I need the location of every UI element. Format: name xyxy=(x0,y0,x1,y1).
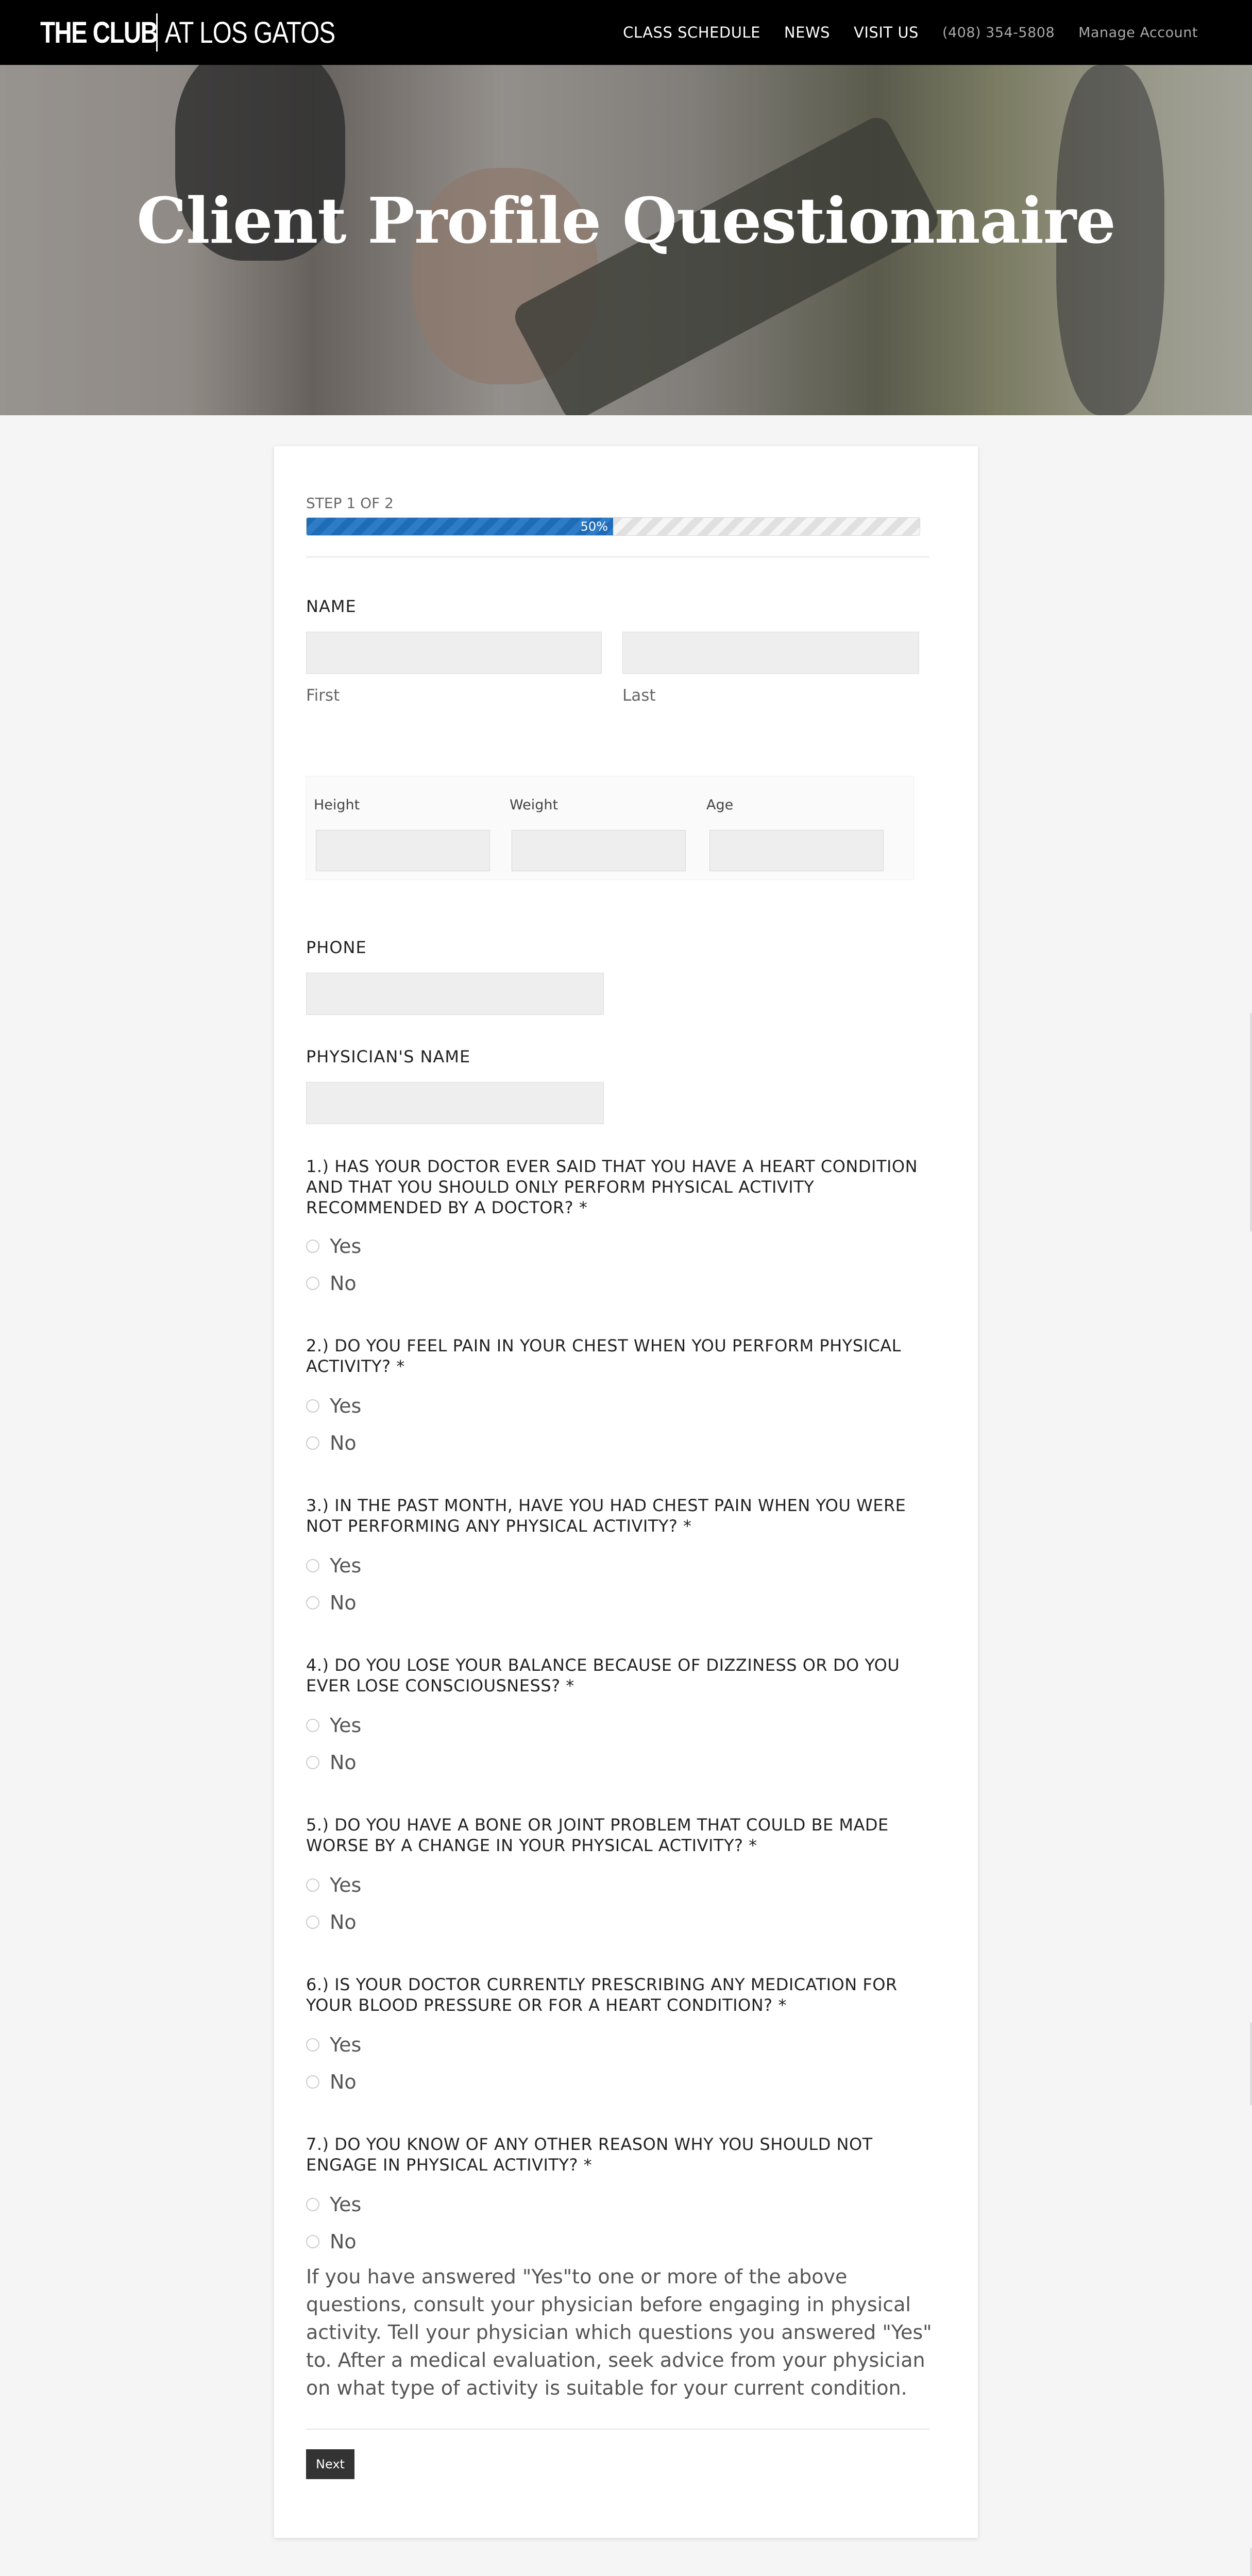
scroll-marker xyxy=(1250,2548,1252,2576)
progress-fill xyxy=(307,518,613,535)
questionnaire-form xyxy=(274,446,978,2538)
option-label: No xyxy=(330,2230,357,2253)
progress-bar xyxy=(306,517,920,536)
physician-label: PHYSICIAN'S NAME xyxy=(306,1047,471,1066)
question-1: 1.) HAS YOUR DOCTOR EVER SAID THAT YOU HAVE A HEART CONDITION AND THAT YOU SHOULD ONLY PERFORM PHYSICAL ACTIVITY RECOMMENDED BY A DOCTOR? * xyxy=(306,1157,918,1217)
option-label: No xyxy=(330,1751,357,1774)
scroll-marker xyxy=(1250,2023,1252,2105)
q2-no-option[interactable] xyxy=(306,1430,357,1456)
nav-visit-us[interactable]: VISIT US xyxy=(854,24,919,41)
option-label: No xyxy=(330,1911,357,1934)
nav-news[interactable]: NEWS xyxy=(784,24,831,41)
radio-button[interactable] xyxy=(306,1399,319,1413)
weight-label: Weight xyxy=(510,797,559,813)
first-label: First xyxy=(306,686,340,705)
nav-class-schedule[interactable]: CLASS SCHEDULE xyxy=(623,24,760,41)
height-label: Height xyxy=(314,797,360,813)
option-label: No xyxy=(330,2071,357,2093)
radio-button[interactable] xyxy=(306,1559,319,1572)
option-label: Yes xyxy=(330,1714,362,1737)
q3-yes-option[interactable] xyxy=(306,1553,361,1579)
question-4: 4.) DO YOU LOSE YOUR BALANCE BECAUSE OF DIZZINESS OR DO YOU EVER LOSE CONSCIOUSNESS? * xyxy=(306,1655,900,1696)
q4-yes-option[interactable] xyxy=(306,1713,361,1738)
progress-text: 50% xyxy=(580,519,608,534)
radio-button[interactable] xyxy=(306,2075,319,2089)
logo-main-text: THE CLUB xyxy=(40,15,158,49)
question-7: 7.) DO YOU KNOW OF ANY OTHER REASON WHY YOU SHOULD NOT ENGAGE IN PHYSICAL ACTIVITY? * xyxy=(306,2134,873,2175)
radio-button[interactable] xyxy=(306,1277,319,1290)
radio-button[interactable] xyxy=(306,1719,319,1732)
divider xyxy=(306,2429,929,2430)
option-label: Yes xyxy=(330,2193,362,2216)
medical-notice: If you have answered "Yes"to one or more of the above questions, consult your physician before engaging in physical activity. Tell your physician which questions you answered "Yes" to. After a medical evaluation, seek advice from your physician on what type of activity is suitable for your current condition. xyxy=(306,2265,932,2399)
radio-button[interactable] xyxy=(306,1436,319,1450)
question-3: 3.) IN THE PAST MONTH, HAVE YOU HAD CHEST PAIN WHEN YOU WERE NOT PERFORMING ANY PHYSICAL ACTIVITY? * xyxy=(306,1496,906,1536)
phone-input[interactable] xyxy=(306,973,604,1015)
step-indicator: STEP 1 OF 2 xyxy=(306,495,394,512)
q7-no-option[interactable] xyxy=(306,2229,357,2255)
radio-button[interactable] xyxy=(306,1916,319,1929)
question-5: 5.) DO YOU HAVE A BONE OR JOINT PROBLEM THAT COULD BE MADE WORSE BY A CHANGE IN YOUR PHYSICAL ACTIVITY? * xyxy=(306,1815,889,1855)
option-label: Yes xyxy=(330,1395,362,1417)
body-metrics-group xyxy=(306,776,914,880)
option-label: Yes xyxy=(330,2033,362,2056)
question-2: 2.) DO YOU FEEL PAIN IN YOUR CHEST WHEN YOU PERFORM PHYSICAL ACTIVITY? * xyxy=(306,1336,901,1376)
q4-no-option[interactable] xyxy=(306,1750,357,1775)
q5-yes-option[interactable] xyxy=(306,1872,361,1898)
option-label: Yes xyxy=(330,1554,362,1577)
radio-button[interactable] xyxy=(306,2198,319,2211)
divider xyxy=(306,556,929,557)
radio-button[interactable] xyxy=(306,2038,319,2052)
option-label: Yes xyxy=(330,1874,362,1896)
page-title: Client Profile Questionnaire xyxy=(137,183,1115,258)
q7-yes-option[interactable] xyxy=(306,2192,361,2217)
radio-button[interactable] xyxy=(306,1240,319,1253)
option-label: Yes xyxy=(330,1235,362,1258)
height-input[interactable] xyxy=(316,830,490,871)
radio-button[interactable] xyxy=(306,2235,319,2248)
name-label: NAME xyxy=(306,597,357,616)
last-name-input[interactable] xyxy=(622,632,919,674)
physician-input[interactable] xyxy=(306,1082,604,1124)
age-label: Age xyxy=(706,797,734,813)
last-label: Last xyxy=(622,686,656,705)
radio-button[interactable] xyxy=(306,1756,319,1769)
q3-no-option[interactable] xyxy=(306,1590,357,1616)
logo-sub-text: AT LOS GATOS xyxy=(165,15,335,49)
scroll-marker xyxy=(1250,1013,1252,1231)
age-input[interactable] xyxy=(709,830,884,871)
site-header xyxy=(0,0,1252,65)
nav-phone[interactable]: (408) 354-5808 xyxy=(942,24,1055,41)
q6-no-option[interactable] xyxy=(306,2069,357,2095)
phone-label: PHONE xyxy=(306,938,367,957)
option-label: No xyxy=(330,1591,357,1614)
q5-no-option[interactable] xyxy=(306,1909,357,1935)
next-button[interactable]: Next xyxy=(306,2449,354,2479)
first-name-input[interactable] xyxy=(306,632,602,674)
radio-button[interactable] xyxy=(306,1596,319,1609)
q6-yes-option[interactable] xyxy=(306,2032,361,2058)
q2-yes-option[interactable] xyxy=(306,1393,361,1419)
radio-button[interactable] xyxy=(306,1878,319,1892)
question-6: 6.) IS YOUR DOCTOR CURRENTLY PRESCRIBING ANY MEDICATION FOR YOUR BLOOD PRESSURE OR FOR A HEART CONDITION? * xyxy=(306,1975,898,2015)
q1-yes-option[interactable] xyxy=(306,1233,361,1259)
q1-no-option[interactable] xyxy=(306,1270,357,1296)
main-nav xyxy=(623,0,1198,65)
option-label: No xyxy=(330,1432,357,1454)
option-label: No xyxy=(330,1272,357,1295)
nav-manage-account[interactable]: Manage Account xyxy=(1078,24,1198,41)
hero-banner xyxy=(0,65,1252,415)
weight-input[interactable] xyxy=(512,830,686,871)
site-logo[interactable] xyxy=(40,13,373,52)
